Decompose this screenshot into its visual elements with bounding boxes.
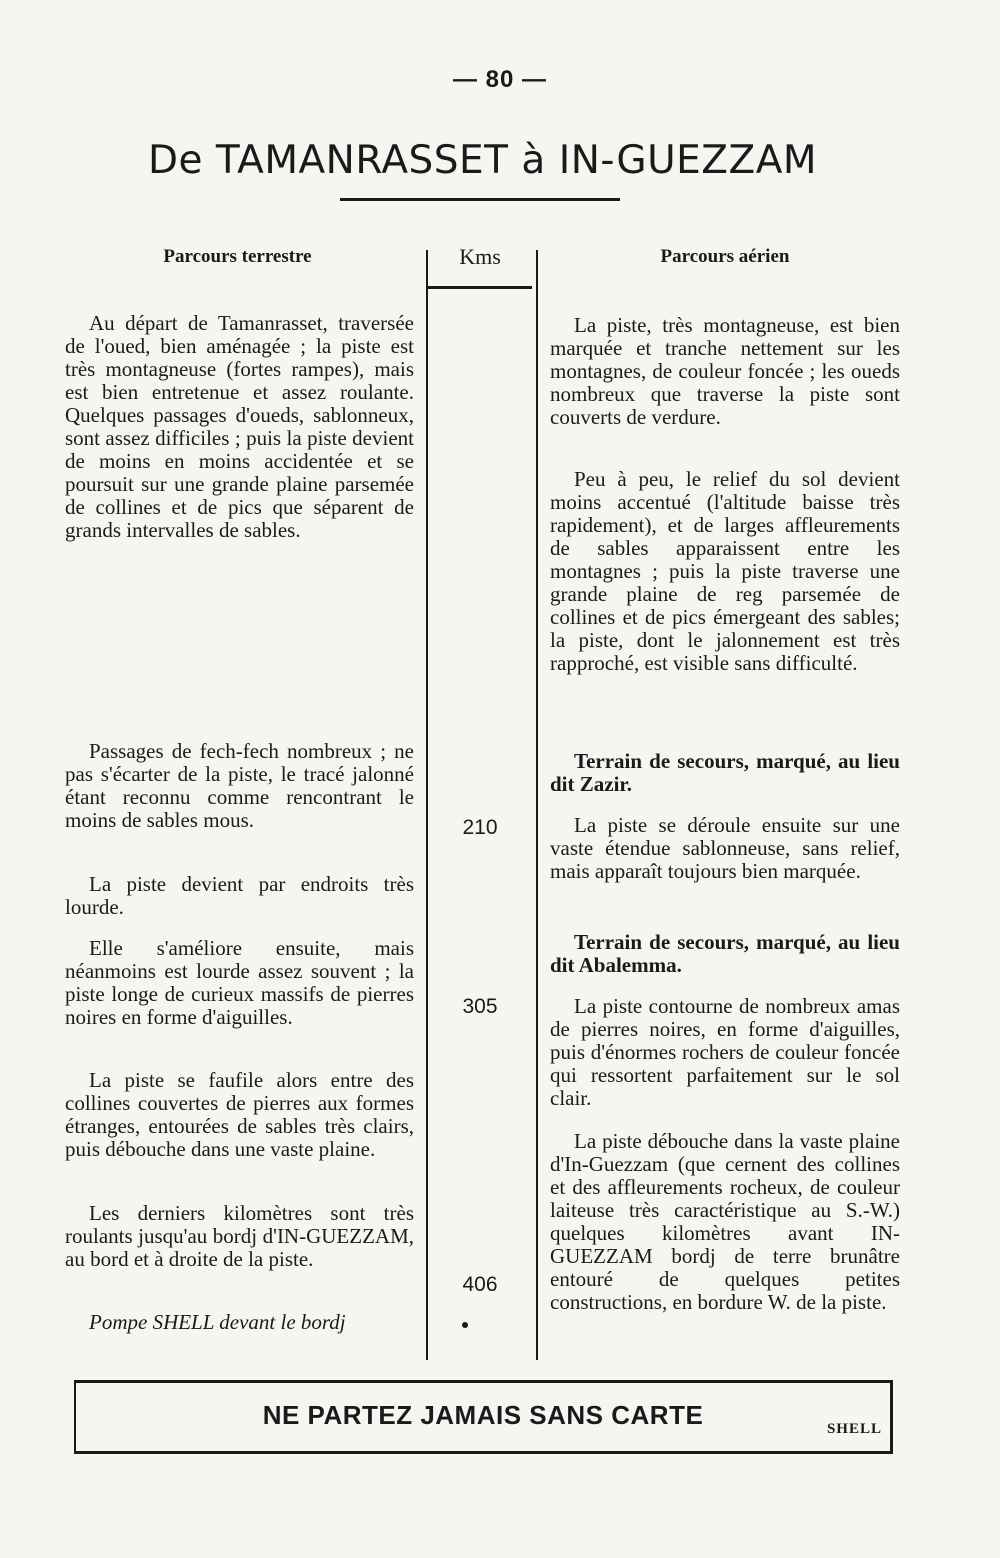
emergency-field-zazir: Terrain de secours, marqué, au lieu dit Zazir. [550, 749, 900, 796]
header-terrestrial: Parcours terrestre [163, 246, 312, 267]
terrestrial-paragraph: Les derniers kilomètres sont très roulants jusqu'au bordj d'IN-GUEZZAM, au bord et à droite de la piste. [65, 1201, 414, 1271]
shell-pump-note: Pompe SHELL devant le bordj [89, 1310, 346, 1334]
footer-slogan: NE PARTEZ JAMAIS SANS CARTE [262, 1400, 704, 1430]
terrestrial-paragraph: La piste se faufile alors entre des collines couvertes de pierres aux formes étranges, entourées de sables très clairs, puis débouche dans une vaste plaine. [65, 1068, 414, 1161]
aerial-paragraph: La piste contourne de nombreux amas de pierres noires, en forme d'aiguilles, puis d'énormes rochers de couleur foncée qui ressortent parfaitement sur le sol clair. [550, 994, 900, 1110]
header-kms: Kms [459, 244, 501, 269]
title-underline [340, 198, 620, 201]
terrestrial-paragraph: Passages de fech-fech nombreux ; ne pas s'écarter de la piste, le tracé jalonné étant reconnu comme rencontrant le moins de sables mous. [65, 739, 414, 832]
terrestrial-paragraph: Elle s'améliore ensuite, mais néanmoins est lourde assez souvent ; la piste longe de curieux massifs de pierres noires en forme d'aiguilles. [65, 936, 414, 1029]
page-number: — 80 — [452, 66, 548, 93]
km-marker: 305 [462, 995, 498, 1018]
page-title: De TAMANRASSET à IN-GUEZZAM [147, 138, 818, 183]
column-divider-left [426, 250, 428, 1360]
aerial-paragraph: La piste, très montagneuse, est bien marquée et tranche nettement sur les montagnes, de couleur foncée ; les oueds nombreux que traverse la piste sont couverts de verdure. [550, 313, 900, 429]
aerial-paragraph: La piste débouche dans la vaste plaine d'In-Guezzam (que cernent des collines et des affleurements rocheux, de couleur laiteuse très caractéristique au S.-W.) quelques kilomètres avant IN-GUEZZAM bordj de terre brunâtre entouré de quelques petites constructions, en bordure W. de la piste. [550, 1129, 900, 1314]
emergency-field-abalemma: Terrain de secours, marqué, au lieu dit Abalemma. [550, 930, 900, 977]
footer-brand: SHELL [826, 1421, 882, 1437]
kms-underline [428, 286, 532, 289]
terrestrial-paragraph: La piste devient par endroits très lourde. [65, 872, 414, 919]
terrestrial-paragraph: Au départ de Tamanrasset, traversée de l'oued, bien aménagée ; la piste est très montagneuse (fortes rampes), mais est bien entretenue et assez roulante. Quelques passages d'oueds, sablonneux, sont assez difficiles ; puis la piste devient de moins en moins accidentée et se poursuit sur une grande plaine parsemée de collines et de pics que séparent de grands intervalles de sables. [65, 311, 414, 542]
header-aerial: Parcours aérien [660, 246, 790, 267]
aerial-paragraph: Peu à peu, le relief du sol devient moins accentué (l'altitude baisse très rapidement), et de larges affleurements de sables apparaissent entre les montagnes ; puis la piste traverse une grande plaine de reg parsemée de collines et de pics émergeant des sables; la piste, dont le jalonnement est très rapproché, est visible sans difficulté. [550, 467, 900, 675]
footer-banner [74, 1380, 893, 1454]
bullet-dot [462, 1322, 468, 1328]
km-marker: 210 [462, 816, 498, 839]
km-marker: 406 [462, 1273, 498, 1296]
column-divider-right [536, 250, 538, 1360]
aerial-paragraph: La piste se déroule ensuite sur une vaste étendue sablonneuse, sans relief, mais apparaît toujours bien marquée. [550, 813, 900, 883]
